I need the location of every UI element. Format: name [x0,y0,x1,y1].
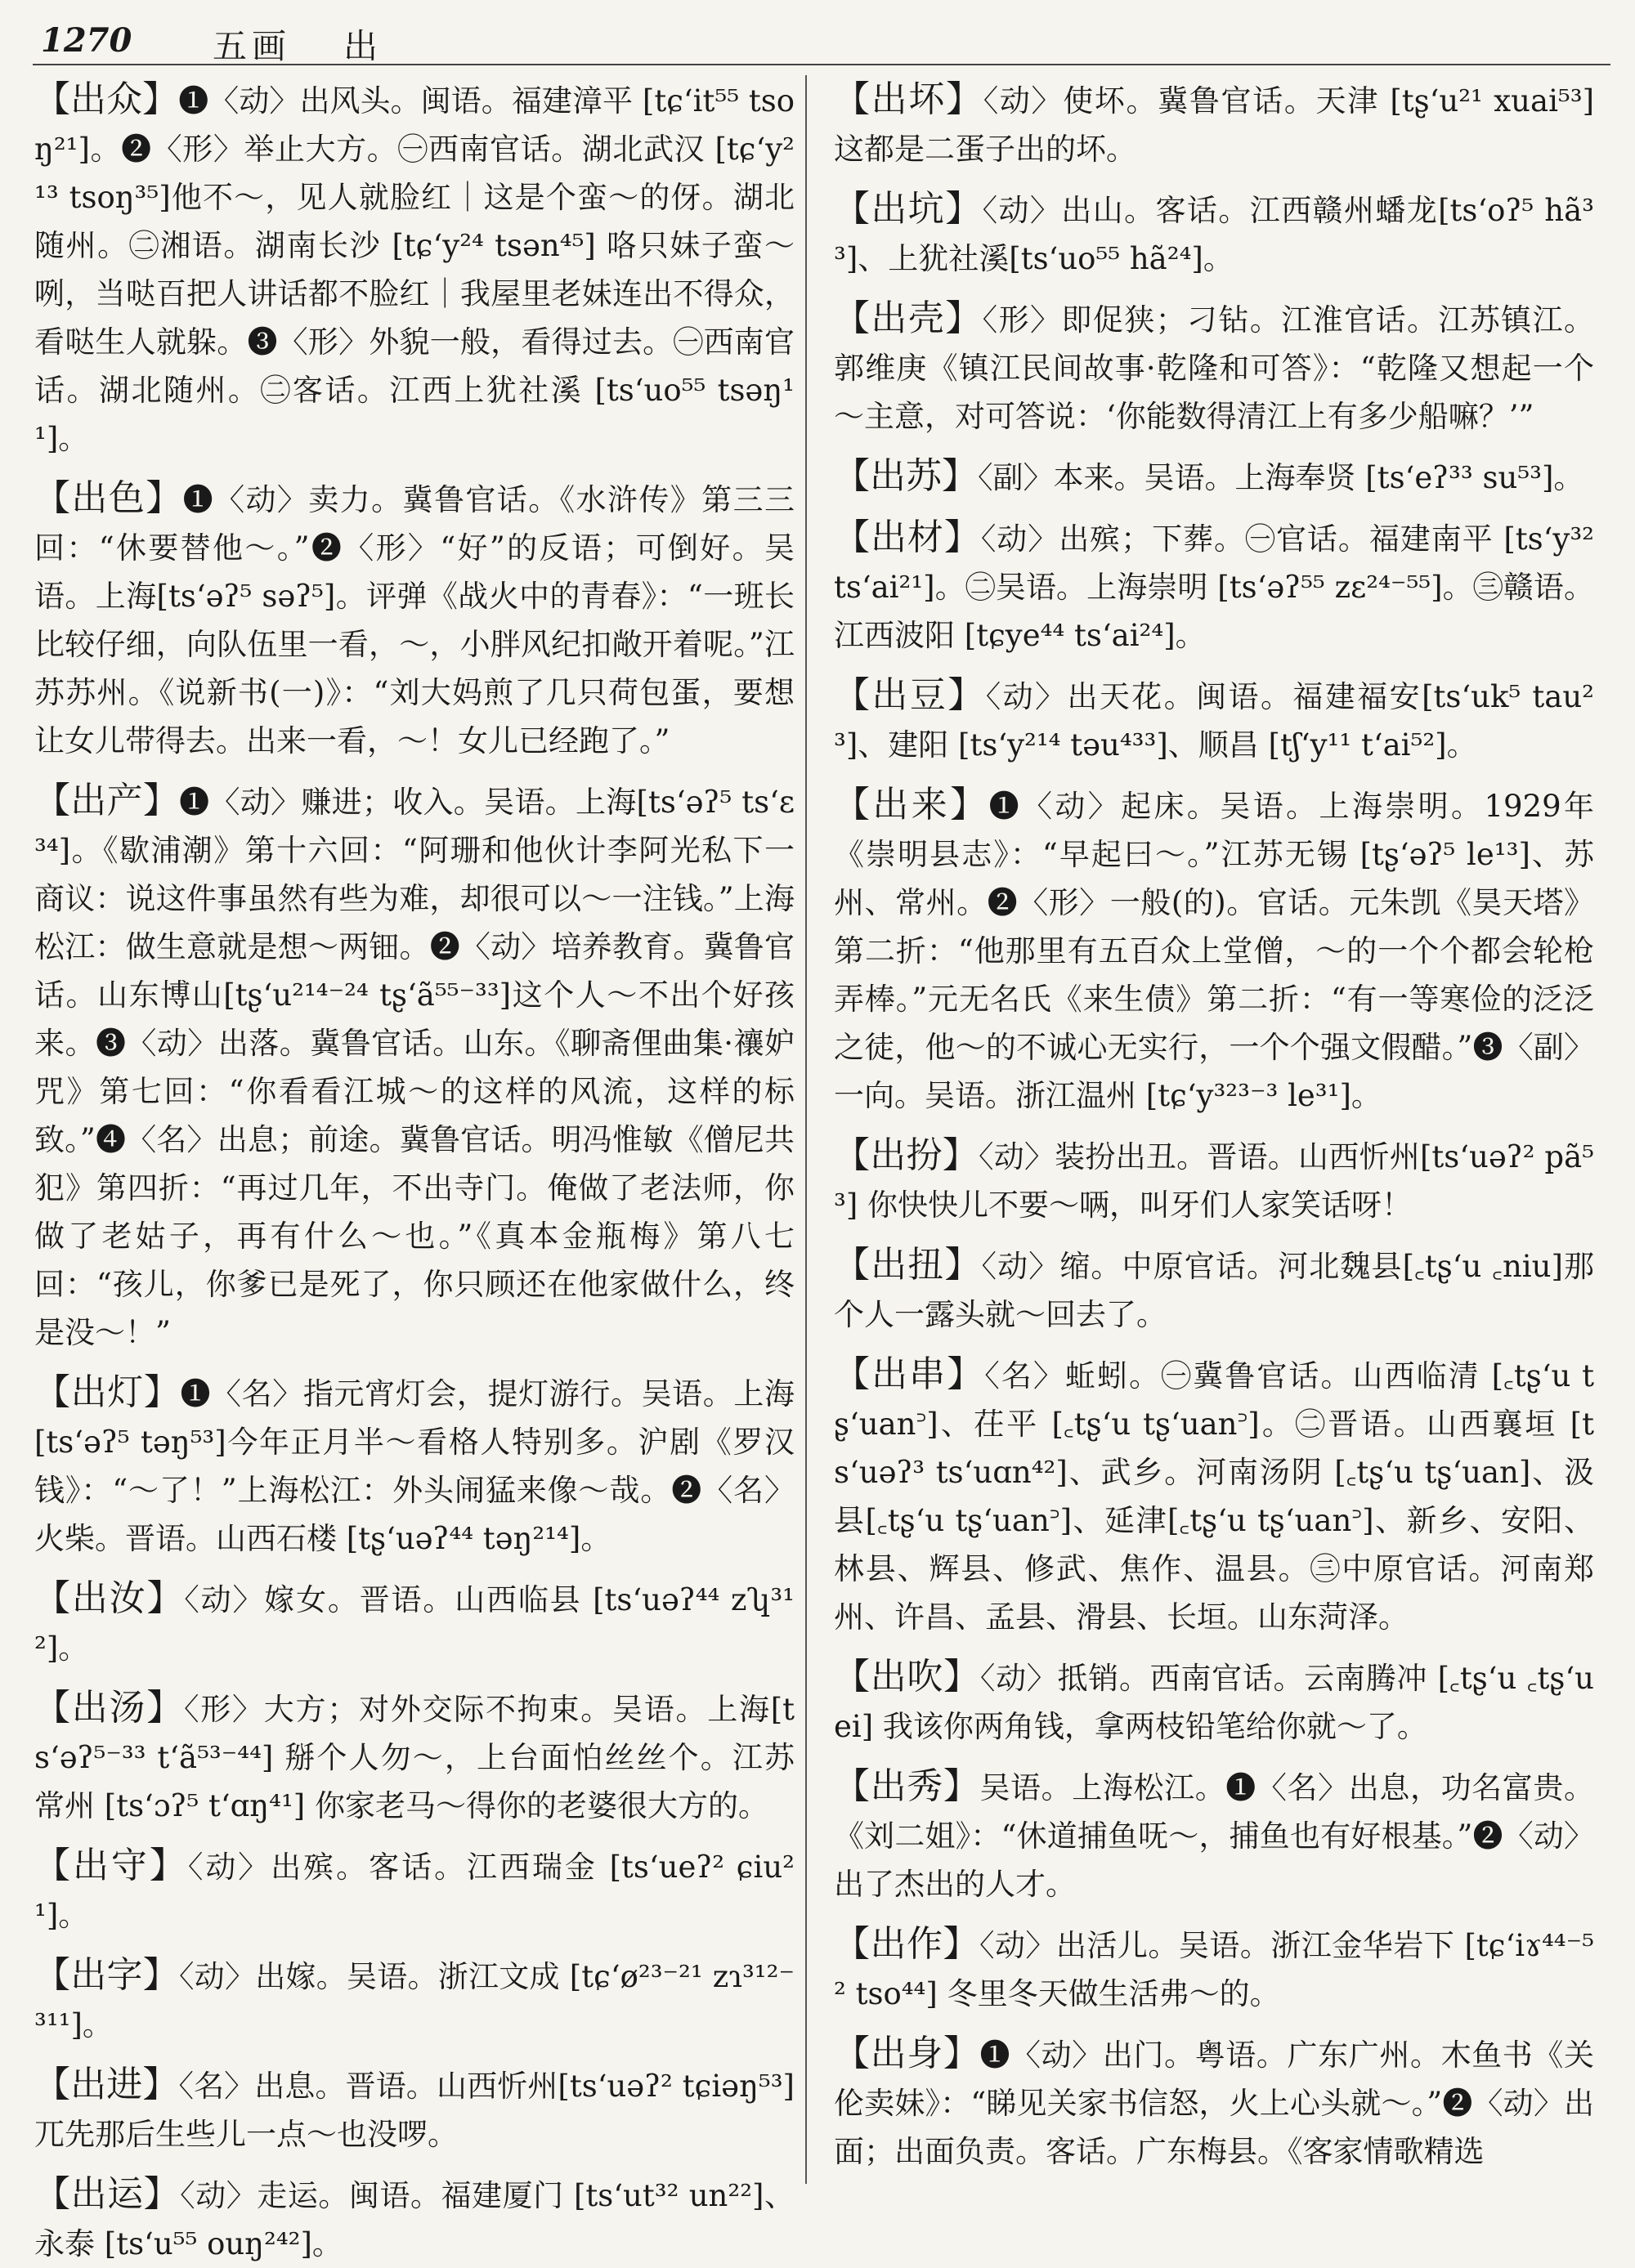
entry-headword: 【出扮】 [834,1134,979,1176]
entry-headword: 【出色】 [34,477,183,519]
entry-headword: 【出守】 [34,1845,188,1886]
entry-definition: 〈动〉抵销。西南官话。云南腾冲 [꜀tʂ‘u ꜀tʂ‘uei] 我该你两角钱，拿两枝铅笔给你就～了。 [834,1661,1594,1744]
dictionary-entry [834,75,1594,173]
entry-definition: ❶〈动〉出门。粤语。广东广州。木鱼书《关伦卖妹》：“睇见关家书信怒，火上心头就～。”❷〈动〉出面；出面负责。客话。广东梅县。《客家情歌精选 [834,2038,1595,2169]
entry-headword: 【出运】 [34,2173,181,2215]
entry-headword: 【出苏】 [834,455,978,497]
entry-definition: 〈形〉大方；对外交际不拘束。吴语。上海[ts‘əʔ⁵⁻³³ t‘ã⁵³⁻⁴⁴] 掰个人勿～，上台面怕丝丝个。江苏常州 [ts‘ɔʔ⁵ t‘ɑŋ⁴¹] 你家老马～得你的老婆很大方的。 [34,1692,795,1823]
entry-definition: 〈动〉装扮出丑。晋语。山西忻州[ts‘uəʔ² pã⁵³] 你快快儿不要～唡，叫牙们人家笑话呀！ [834,1139,1595,1223]
dictionary-entry [34,2170,795,2268]
entry-headword: 【出秀】 [834,1765,980,1807]
column-divider [805,75,807,2184]
page-number: 1270 [41,21,132,60]
entry-headword: 【出坏】 [834,78,983,120]
entry-definition: 〈动〉出殡；下葬。㊀官话。福建南平 [ts‘y³² ts‘ai²¹]。㊁吴语。上海崇明 [ts‘əʔ⁵⁵ zɛ²⁴⁻⁵⁵]。㊂赣语。江西波阳 [tɕye⁴⁴ ts‘ai²⁴]。 [834,521,1594,653]
dictionary-entry [834,781,1594,1120]
entry-headword: 【出吹】 [834,1656,980,1698]
entry-definition: ❶〈动〉赚进；收入。吴语。上海[ts‘əʔ⁵ ts‘ɛ³⁴]。《歇浦潮》第十六回：“阿珊和他伙计李阿光私下一商议：说这件事虽然有些为难，却很可以～一注钱。”上海松江：做生意就是想～两钿。❷〈动〉培养教育。冀鲁官话。山东博山[tʂ‘u²¹⁴⁻²⁴ tʂ‘ã⁵⁵⁻³³]这个人～不出个好孩来。❸〈动〉出落。冀鲁官话。山东。《聊斋俚曲集·禳妒咒》第七回：“你看看江城～的这样的风流，这样的标致。”❹〈名〉出息；前途。冀鲁官话。明冯惟敏《僧尼共犯》第四折：“再过几年，不出寺门。俺做了老法师，你做了老姑子，再有什么～也。”《真本金瓶梅》第八七回：“孩儿，你爹已是死了，你只顾还在他家做什么，终是没～！” [34,785,795,1350]
entry-headword: 【出来】 [834,784,989,825]
dictionary-entry [34,1951,795,2049]
entry-definition: 〈动〉使坏。冀鲁官话。天津 [tʂ‘u²¹ xuai⁵³] 这都是二蛋子出的坏。 [834,83,1594,167]
entry-headword: 【出身】 [834,2033,980,2074]
dictionary-entry [834,452,1594,502]
entry-headword: 【出作】 [834,1923,979,1965]
dictionary-entry [34,1841,795,1939]
entry-headword: 【出串】 [834,1353,985,1395]
dictionary-entry [34,1368,795,1563]
entry-headword: 【出众】 [34,78,179,120]
dictionary-entry [34,1684,795,1830]
dictionary-entry [834,1653,1594,1751]
dictionary-entry [834,1920,1594,2018]
entry-definition: ❶〈动〉出风头。闽语。福建漳平 [tɕ‘it⁵⁵ tsoŋ²¹]。❷〈形〉举止大方。㊀西南官话。湖北武汉 [tɕ‘y²¹³ tsoŋ³⁵]他不～，见人就脸红｜这是个蛮～的伢。湖北随州。㊁湘语。湖南长沙 [tɕ‘y²⁴ tsən⁴⁵] 咯只妹子蛮～咧，当哒百把人讲话都不脸红｜我屋里老妹连出不得众，看哒生人就躲。❸〈形〉外貌一般，看得过去。㊀西南官话。湖北随州。㊁客话。江西上犹社溪 [ts‘uo⁵⁵ tsəŋ¹¹]。 [34,83,795,456]
entry-definition: 〈动〉出活儿。吴语。浙江金华岩下 [tɕ‘iɤ⁴⁴⁻⁵² tso⁴⁴] 冬里冬天做生活弗～的。 [834,1928,1595,2011]
dictionary-entry [34,75,795,463]
dictionary-entry [34,1574,795,1672]
entry-definition: 〈动〉嫁女。晋语。山西临县 [ts‘uəʔ⁴⁴ zʮ³¹²]。 [34,1582,795,1666]
dictionary-entry [834,1131,1594,1229]
dictionary-entry [834,671,1594,769]
entry-headword: 【出材】 [834,517,981,558]
entry-definition: 〈动〉出山。客话。江西赣州蟠龙[ts‘oʔ⁵ hã³³]、上犹社溪[ts‘uo⁵⁵ hã²⁴]。 [834,193,1595,276]
entry-headword: 【出产】 [34,780,180,821]
dictionary-entry [834,185,1594,283]
entry-definition: 〈名〉蚯蚓。㊀冀鲁官话。山西临清 [꜀tʂ‘u tʂ‘uan꜄]、茌平 [꜀tʂ‘u tʂ‘uan꜄]。㊁晋语。山西襄垣 [ts‘uəʔ³ ts‘uɑn⁴²]、武乡。河南汤阴 [꜀tʂ‘u tʂ‘uan]、汲县[꜀tʂ‘u tʂ‘uan꜄]、延津[꜀tʂ‘u tʂ‘uan꜄]、新乡、安阳、林县、辉县、修武、焦作、温县。㊂中原官话。河南郑州、许昌、孟县、滑县、长垣。山东菏泽。 [834,1358,1595,1635]
entry-definition: 〈动〉出天花。闽语。福建福安[ts‘uk⁵ tau²³]、建阳 [ts‘y²¹⁴ təu⁴³³]、顺昌 [tʃ‘y¹¹ t‘ai⁵²]。 [834,679,1594,763]
entry-definition: ❶〈动〉卖力。冀鲁官话。《水浒传》第三三回：“休要替他～。”❷〈形〉“好”的反语；可倒好。吴语。上海[ts‘əʔ⁵ səʔ⁵]。评弹《战火中的青春》：“一班长比较仔细，向队伍里一看，～，小胖风纪扣敞开着呢。”江苏苏州。《说新书(一)》：“刘大妈煎了几只荷包蛋，要想让女儿带得去。出来一看，～！女儿已经跑了。” [34,482,795,758]
entry-definition: 吴语。上海松江。❶〈名〉出息，功名富贵。《刘二姐》：“休道捕鱼呒～，捕鱼也有好根基。”❷〈动〉出了杰出的人才。 [834,1770,1595,1902]
entry-headword: 【出进】 [34,2064,179,2105]
entry-definition: ❶〈动〉起床。吴语。上海崇明。1929年《崇明县志》：“早起曰～。”江苏无锡 [tʂ‘əʔ⁵ le¹³]、苏州、常州。❷〈形〉一般(的)。官话。元朱凯《昊天塔》第二折：“他那里有五百众上堂僧，～的一个个都会轮枪弄棒。”元无名氏《来生债》第二折：“有一等寒俭的泛泛之徒，他～的不诚心无实行，一个个强文假醋。”❸〈副〉一向。吴语。浙江温州 [tɕ‘y³²³⁻³ le³¹]。 [834,789,1595,1113]
dictionary-entry [34,2060,795,2158]
section-label: 五画 [213,26,292,66]
page-header [33,15,1610,65]
entry-definition: 〈名〉出息。晋语。山西忻州[ts‘uəʔ² tɕiəŋ⁵³] 兀先那后生些儿一点～也没啰。 [34,2069,795,2152]
entry-headword: 【出字】 [34,1954,180,1996]
entry-headword: 【出壳】 [834,297,983,339]
entry-headword: 【出坑】 [834,188,983,230]
dictionary-entry [834,294,1594,441]
entry-definition: 〈形〉即促狭；刁钻。江淮官话。江苏镇江。郭维庚《镇江民间故事·乾隆和可答》：“乾隆又想起一个～主意，对可答说：‘你能数得清江上有多少船嘛？’” [834,302,1595,434]
entry-headword: 【出汝】 [34,1577,185,1619]
dictionary-entry [834,1241,1594,1339]
dictionary-entry [834,2029,1594,2176]
entry-definition: ❶〈名〉指元宵灯会，提灯游行。吴语。上海[ts‘əʔ⁵ təŋ⁵³]今年正月半～看格人特别多。沪剧《罗汉钱》：“～了！”上海松江：外头闹猛来像～哉。❷〈名〉火柴。晋语。山西石楼 [tʂ‘uəʔ⁴⁴ təŋ²¹⁴]。 [34,1376,795,1556]
entry-definition: 〈动〉出嫁。吴语。浙江文成 [tɕ‘ø²³⁻²¹ zɿ³¹²⁻³¹¹]。 [34,1959,795,2042]
right-column [834,75,1594,2192]
entry-definition: 〈动〉走运。闽语。福建厦门 [ts‘ut³² un²²]、永泰 [ts‘u⁵⁵ ouŋ²⁴²]。 [34,2178,795,2261]
entry-definition: 〈动〉出殡。客话。江西瑞金 [ts‘ueʔ² ɕiu²¹]。 [34,1850,795,1933]
entry-headword: 【出汤】 [34,1687,184,1729]
dictionary-entry [834,1762,1594,1908]
entry-headword: 【出扭】 [834,1244,982,1286]
left-column [34,75,795,2261]
dictionary-entry [34,776,795,1357]
header-character: 出 [343,26,379,66]
entry-definition: 〈动〉缩。中原官话。河北魏县[꜀tʂ‘u ꜀niu]那个人一露头就～回去了。 [834,1249,1594,1332]
entry-headword: 【出豆】 [834,674,986,716]
dictionary-entry [34,474,795,765]
entry-headword: 【出灯】 [34,1371,181,1413]
dictionary-entry [834,513,1594,660]
dictionary-entry [834,1350,1594,1641]
entry-definition: 〈副〉本来。吴语。上海奉贤 [ts‘eʔ³³ su⁵³]。 [978,460,1584,495]
